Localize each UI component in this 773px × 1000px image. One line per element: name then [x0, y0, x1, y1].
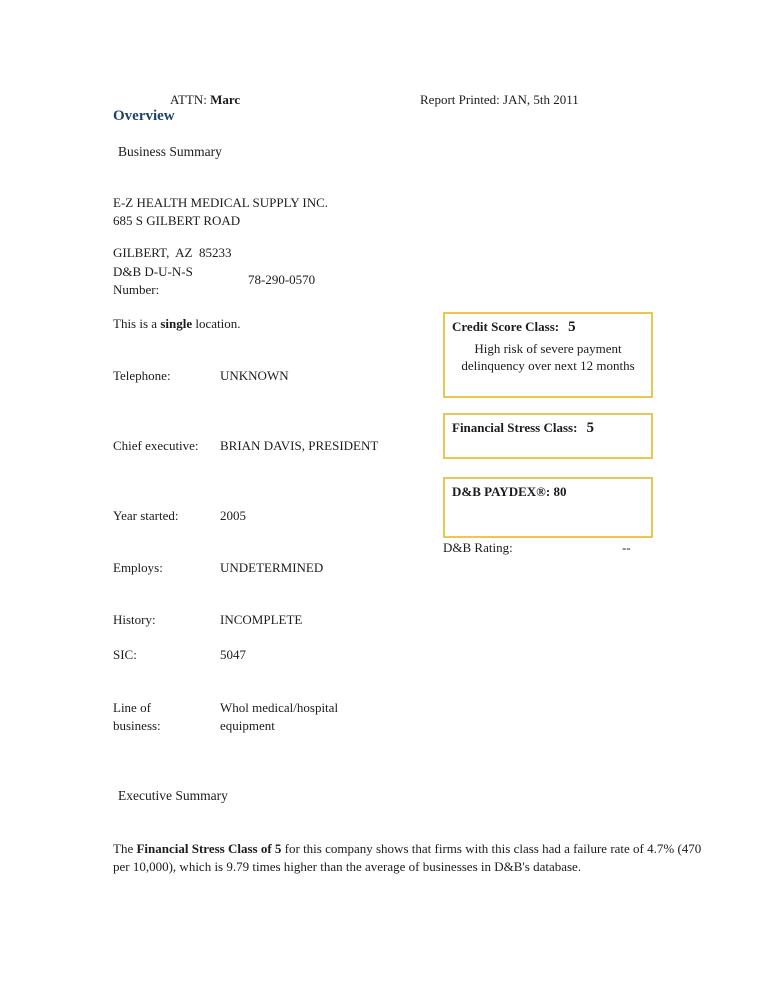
- company-address: 685 S GILBERT ROAD: [113, 213, 241, 228]
- financial-stress-class-box: [443, 413, 653, 459]
- location-sentence: [113, 316, 241, 332]
- paydex-value: 80: [553, 484, 567, 499]
- credit-score-class-label: Credit Score Class:: [452, 319, 560, 334]
- credit-score-class-title: [452, 319, 644, 336]
- duns-value: 78-290-0570: [248, 272, 316, 287]
- duns-label-line2: Number:: [113, 282, 160, 297]
- field-value-history: INCOMPLETE: [220, 612, 303, 627]
- financial-stress-class-value: 5: [586, 420, 594, 436]
- attn-value: Marc: [210, 92, 241, 107]
- executive-summary-paragraph: [113, 840, 721, 875]
- duns-label: [113, 263, 193, 299]
- field-label-sic: SIC:: [113, 647, 137, 662]
- field-label-telephone: Telephone:: [113, 368, 171, 383]
- field-value-chief-executive: BRIAN DAVIS, PRESIDENT: [220, 438, 379, 453]
- field-value-telephone: UNKNOWN: [220, 368, 289, 383]
- field-value-employs: UNDETERMINED: [220, 560, 324, 575]
- attn-label: ATTN:: [170, 92, 207, 107]
- dnb-rating-value: --: [622, 540, 631, 555]
- paydex-label: D&B PAYDEX®:: [452, 484, 551, 499]
- field-value-year-started: 2005: [220, 508, 246, 523]
- location-prefix: This is a: [113, 316, 161, 331]
- exec-para-prefix: The: [113, 841, 137, 856]
- company-city-state-zip: GILBERT, AZ 85233: [113, 245, 232, 260]
- field-value-sic: 5047: [220, 647, 246, 662]
- field-label-employs: Employs:: [113, 560, 163, 575]
- executive-summary-heading: Executive Summary: [118, 788, 228, 803]
- field-value-line-of-business: Whol medical/hospital equipment: [220, 700, 339, 733]
- report-printed-date: Report Printed: JAN, 5th 2011: [420, 92, 579, 107]
- company-name: E-Z HEALTH MEDICAL SUPPLY INC.: [113, 195, 329, 210]
- paydex-box: [443, 477, 653, 538]
- field-label-year-started: Year started:: [113, 508, 179, 523]
- duns-label-line1: D&B D-U-N-S: [113, 264, 193, 279]
- attn-line: [170, 92, 240, 108]
- field-label-history: History:: [113, 612, 156, 627]
- business-summary-heading: Business Summary: [118, 144, 222, 159]
- exec-para-suffix: for this company shows that firms with this class had a failure rate of 4.7% (470 per 10,000), which is 9.79 times higher than the average of businesses in D&B's database.: [113, 841, 702, 874]
- page-title: Overview: [113, 108, 175, 124]
- financial-stress-class-label: Financial Stress Class:: [452, 420, 578, 435]
- location-bold: single: [160, 316, 193, 331]
- credit-score-class-value: 5: [568, 319, 576, 335]
- exec-para-bold: Financial Stress Class of 5: [136, 841, 282, 856]
- field-label-line-of-business: Line of business:: [113, 700, 161, 733]
- dnb-rating-label: D&B Rating:: [443, 540, 513, 555]
- field-label-chief-executive: Chief executive:: [113, 438, 199, 453]
- location-suffix: location.: [192, 316, 241, 331]
- credit-score-class-box: [443, 312, 653, 398]
- credit-score-class-description: High risk of severe payment delinquency over next 12 months: [461, 341, 635, 373]
